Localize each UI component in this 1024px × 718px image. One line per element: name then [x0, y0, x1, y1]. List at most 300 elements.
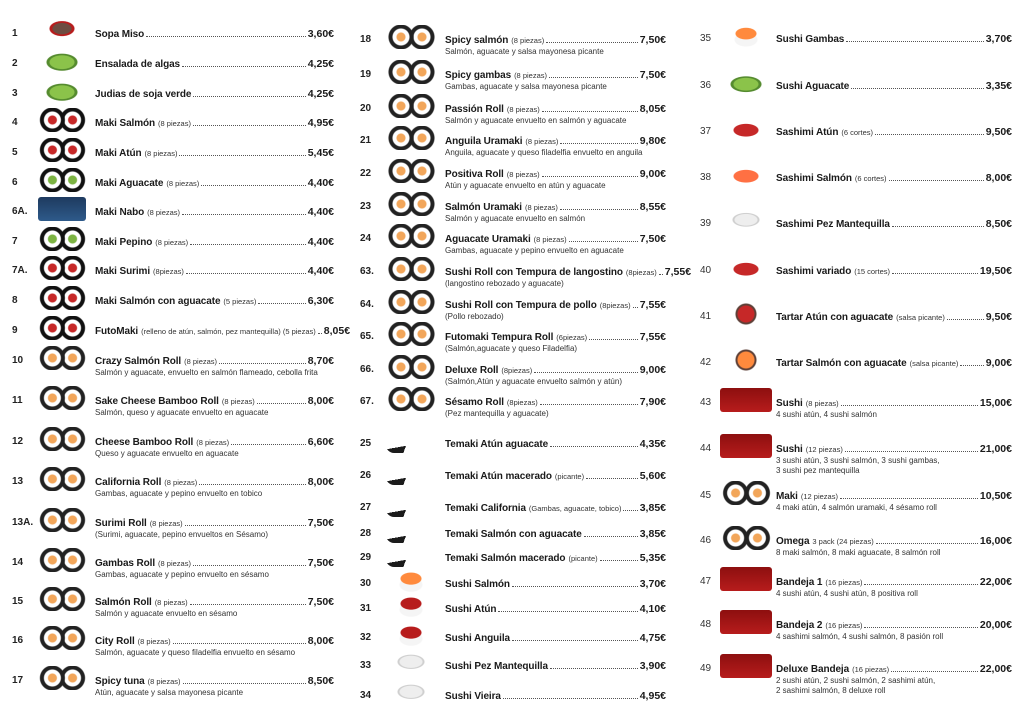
item-number: 67. — [360, 396, 374, 407]
omega-image — [720, 526, 772, 550]
item-price: 3,85€ — [639, 502, 666, 514]
item-number: 14 — [12, 557, 24, 568]
futomaki-tempura-roll-image — [386, 322, 436, 346]
dot-leader — [864, 584, 977, 585]
item-portion-note: (8 piezas) — [137, 637, 171, 646]
dot-leader — [185, 525, 306, 526]
item-description: Gambas, aguacate y salsa mayonesa picante — [445, 82, 607, 91]
item-description: (Salmón,Atún y aguacate envuelto salmón y atún) — [445, 377, 622, 386]
item-name: Maki Salmón con aguacate — [95, 296, 221, 307]
item-name: Crazy Salmón Roll — [95, 356, 182, 367]
dot-leader — [569, 241, 638, 242]
dot-leader — [623, 510, 637, 511]
item-number: 3 — [12, 88, 18, 99]
futomaki-image — [38, 316, 86, 340]
item-name: Judias de soja verde — [95, 89, 192, 100]
sushi-gambas-image — [720, 24, 772, 48]
dot-leader — [889, 180, 984, 181]
maki-pepino-image — [38, 227, 86, 251]
item-price: 4,95€ — [639, 690, 666, 702]
dot-leader — [190, 604, 306, 605]
item-number: 9 — [12, 325, 18, 336]
dot-leader — [584, 536, 638, 537]
item-name: Sushi — [776, 444, 803, 455]
maki-aguacate-image — [38, 168, 86, 192]
dot-leader — [146, 36, 306, 37]
dot-leader — [219, 363, 306, 364]
item-name: Maki Atún — [95, 148, 142, 159]
dot-leader — [875, 134, 984, 135]
edamame-image — [38, 79, 86, 103]
item-price: 8,55€ — [639, 201, 666, 213]
item-name: Sopa Miso — [95, 29, 145, 40]
item-portion-note: (8 piezas) — [158, 119, 191, 128]
item-number: 42 — [700, 357, 712, 368]
item-number: 24 — [360, 233, 372, 244]
item-price: 3,90€ — [639, 660, 666, 672]
dot-leader — [199, 484, 305, 485]
dot-leader — [186, 273, 306, 274]
item-portion-note: (8 piezas) — [155, 238, 189, 247]
item-price: 7,55€ — [664, 266, 692, 278]
sashimi-pez-mantequilla-image — [720, 209, 772, 233]
dot-leader — [179, 155, 305, 156]
item-name: Tartar Atún con aguacate — [776, 312, 894, 323]
item-number: 39 — [700, 218, 712, 229]
surimi-roll-image — [38, 508, 86, 532]
item-name: Positiva Roll — [445, 169, 504, 180]
item-portion-note: (picante) — [554, 472, 585, 481]
item-number: 15 — [12, 596, 24, 607]
item-number: 13 — [12, 476, 24, 487]
item-price: 7,90€ — [639, 396, 666, 408]
item-description: Atún, aguacate y salsa mayonesa picante — [95, 688, 244, 697]
item-name: Spicy tuna — [95, 676, 145, 687]
spicy-gambas-image — [386, 60, 436, 84]
item-number: 64. — [360, 299, 374, 310]
item-price: 9,00€ — [639, 364, 666, 376]
item-name: Sashimi Pez Mantequilla — [776, 219, 890, 230]
item-portion-note: (8 piezas) — [525, 137, 559, 146]
item-portion-note: (16 piezas) — [825, 621, 863, 630]
item-number: 43 — [700, 397, 712, 408]
dot-leader — [846, 41, 983, 42]
item-name: Sushi Pez Mantequilla — [445, 661, 548, 672]
dot-leader — [546, 42, 638, 43]
item-number: 40 — [700, 265, 712, 276]
item-price: 5,35€ — [639, 552, 666, 564]
gambas-roll-image — [38, 548, 86, 572]
item-name: Salmón Roll — [95, 597, 152, 608]
item-description: (Pollo rebozado) — [445, 312, 504, 321]
item-description: Atún y aguacate envuelto en atún y aguacate — [445, 181, 606, 190]
item-name: City Roll — [95, 636, 135, 647]
item-number: 34 — [360, 690, 372, 701]
item-name: Spicy salmón — [445, 35, 509, 46]
item-price: 7,50€ — [307, 557, 334, 569]
maki-surimi-image — [38, 256, 86, 280]
item-portion-note: (Gambas, aguacate, tobico) — [528, 504, 622, 513]
item-name: Temaki California — [445, 503, 526, 514]
seaweed-salad-image — [38, 49, 86, 73]
item-price: 9,50€ — [985, 311, 1012, 323]
item-description: 4 sushi atún, 4 sushi salmón — [776, 410, 877, 419]
sashimi-salmon-image — [720, 163, 772, 187]
miso-soup-image — [38, 19, 86, 43]
item-portion-note: (12 piezas) — [800, 492, 838, 501]
item-price: 16,00€ — [979, 535, 1012, 547]
item-number: 29 — [360, 552, 372, 563]
item-price: 6,60€ — [307, 436, 334, 448]
item-price: 5,60€ — [639, 470, 666, 482]
item-portion-note: (8 piezas) — [149, 519, 183, 528]
dot-leader — [892, 226, 984, 227]
item-portion-note: (6 cortes) — [841, 128, 874, 137]
item-name: Ensalada de algas — [95, 59, 181, 70]
item-name: Sashimi variado — [776, 266, 852, 277]
item-number: 2 — [12, 58, 18, 69]
item-name: Bandeja 2 — [776, 620, 823, 631]
item-name: Salmón Uramaki — [445, 202, 522, 213]
item-portion-note: 3 pack (24 piezas) — [812, 537, 874, 546]
item-price: 4,25€ — [307, 88, 334, 100]
item-number: 16 — [12, 635, 24, 646]
dot-leader — [633, 307, 638, 308]
item-description: Salmón y aguacate, envuelto en salmón flameado, cebolla frita — [95, 368, 318, 377]
dot-leader — [840, 498, 978, 499]
dot-leader — [960, 365, 983, 366]
dot-leader — [231, 444, 306, 445]
item-price: 8,70€ — [307, 355, 334, 367]
dot-leader — [540, 404, 638, 405]
item-name: Maki Salmón — [95, 118, 156, 129]
item-portion-note: (salsa picante) — [896, 313, 945, 322]
item-name: Passión Roll — [445, 104, 504, 115]
item-number: 8 — [12, 295, 18, 306]
item-name: Temaki Atún macerado — [445, 471, 552, 482]
dot-leader — [864, 627, 977, 628]
item-number: 47 — [700, 576, 712, 587]
crazy-salmon-roll-image — [38, 346, 86, 370]
item-description: Gambas, aguacate y pepino envuelto en tobico — [95, 489, 263, 498]
item-name: Maki Nabo — [95, 207, 145, 218]
item-price: 9,00€ — [985, 357, 1012, 369]
dot-leader — [659, 274, 663, 275]
item-number: 46 — [700, 535, 712, 546]
item-price: 8,50€ — [985, 218, 1012, 230]
bandeja-1-image — [720, 567, 772, 591]
item-price: 4,75€ — [639, 632, 666, 644]
dot-leader — [183, 683, 306, 684]
item-number: 44 — [700, 443, 712, 454]
item-description: 3 sushi atún, 3 sushi salmón, 3 sushi gambas, — [776, 456, 940, 465]
item-name: Maki — [776, 491, 798, 502]
anguila-uramaki-image — [386, 126, 436, 150]
item-price: 3,70€ — [985, 33, 1012, 45]
sushi-vieira-image — [386, 681, 436, 705]
dot-leader — [542, 111, 638, 112]
item-portion-note: (8piezas) — [599, 301, 631, 310]
sushi-salmon-image — [386, 569, 436, 593]
item-number: 66. — [360, 364, 374, 375]
dot-leader — [193, 96, 305, 97]
item-portion-note: (12 piezas) — [805, 445, 843, 454]
item-price: 10,50€ — [979, 490, 1012, 502]
temaki-atun-macerado-image — [386, 461, 436, 485]
dot-leader — [891, 671, 978, 672]
item-name: Sushi — [776, 398, 803, 409]
tempura-pollo-roll-image — [386, 290, 436, 314]
item-price: 4,40€ — [307, 236, 334, 248]
item-price: 8,05€ — [323, 325, 351, 337]
spicy-tuna-image — [38, 666, 86, 690]
item-description: 4 sashimi salmón, 4 sushi salmón, 8 pasión roll — [776, 632, 944, 641]
item-description: (Salmón,aguacate y queso Filadelfia) — [445, 344, 578, 353]
item-number: 36 — [700, 80, 712, 91]
dot-leader — [892, 273, 978, 274]
item-portion-note: (6 cortes) — [854, 174, 887, 183]
city-roll-image — [38, 626, 86, 650]
item-price: 3,60€ — [307, 28, 334, 40]
temaki-salmon-aguacate-image — [386, 519, 436, 543]
item-portion-note: (8 piezas) — [524, 203, 558, 212]
item-name: Maki Pepino — [95, 237, 153, 248]
temaki-atun-aguacate-image — [386, 429, 436, 453]
item-number: 35 — [700, 33, 712, 44]
item-description: Salmón, aguacate y queso filadelfia envuelto en sésamo — [95, 648, 296, 657]
item-price: 8,00€ — [307, 635, 334, 647]
item-name: Anguila Uramaki — [445, 136, 523, 147]
dot-leader — [193, 125, 306, 126]
item-price: 7,50€ — [639, 34, 666, 46]
item-portion-note: (8 piezas) — [147, 677, 181, 686]
item-portion-note: (8piezas) — [506, 398, 538, 407]
item-name: Sushi Roll con Tempura de langostino — [445, 267, 623, 278]
dot-leader — [182, 66, 306, 67]
item-portion-note: (8 piezas) — [196, 438, 230, 447]
item-portion-note: (8 piezas) — [154, 598, 188, 607]
item-number: 28 — [360, 528, 372, 539]
dot-leader — [841, 405, 978, 406]
item-number: 4 — [12, 117, 18, 128]
sushi-pez-mantequilla-image — [386, 651, 436, 675]
sashimi-atun-image — [720, 117, 772, 141]
sake-cheese-bamboo-roll-image — [38, 386, 86, 410]
dot-leader — [560, 209, 638, 210]
item-number: 13A. — [12, 517, 34, 528]
item-price: 9,50€ — [985, 126, 1012, 138]
sashimi-variado-image — [720, 256, 772, 280]
item-price: 8,00€ — [307, 476, 334, 488]
dot-leader — [503, 698, 638, 699]
sushi-8-image — [720, 388, 772, 412]
item-number: 26 — [360, 470, 372, 481]
bandeja-2-image — [720, 610, 772, 634]
item-description: 4 sushi atún, 4 sushi atún, 8 positiva roll — [776, 589, 918, 598]
item-description: Gambas, aguacate y pepino envuelto en sésamo — [95, 570, 269, 579]
item-number: 65. — [360, 331, 374, 342]
dot-leader — [947, 319, 984, 320]
sushi-anguila-image — [386, 623, 436, 647]
item-number: 37 — [700, 126, 712, 137]
item-price: 4,10€ — [639, 603, 666, 615]
maki-nabo-image — [38, 197, 86, 221]
item-portion-note: (8 piezas) — [533, 235, 567, 244]
dot-leader — [258, 303, 305, 304]
item-name: California Roll — [95, 477, 162, 488]
item-number: 63. — [360, 266, 374, 277]
dot-leader — [549, 77, 638, 78]
item-number: 5 — [12, 147, 18, 158]
item-name: Temaki Salmón macerado — [445, 553, 566, 564]
deluxe-bandeja-image — [720, 654, 772, 678]
california-roll-image — [38, 467, 86, 491]
dot-leader — [560, 143, 637, 144]
sushi-12-image — [720, 434, 772, 458]
item-price: 4,40€ — [307, 265, 334, 277]
item-portion-note: (8 piezas) — [514, 71, 547, 80]
item-description: Anguila, aguacate y queso filadelfia envuelto en anguila — [445, 148, 643, 157]
dot-leader — [498, 611, 637, 612]
item-name: Sushi Salmón — [445, 579, 510, 590]
item-name: Cheese Bamboo Roll — [95, 437, 194, 448]
item-price: 7,50€ — [639, 69, 666, 81]
item-description: Salmón y aguacate envuelto en sésamo — [95, 609, 238, 618]
item-number: 6A. — [12, 206, 28, 217]
item-price: 4,40€ — [307, 206, 334, 218]
dot-leader — [534, 372, 638, 373]
deluxe-roll-image — [386, 355, 436, 379]
item-portion-note: (8 piezas) — [506, 170, 540, 179]
item-price: 8,05€ — [639, 103, 666, 115]
item-name: Sushi Anguila — [445, 633, 510, 644]
salmon-roll-image — [38, 587, 86, 611]
item-portion-note: (8 piezas) — [147, 208, 181, 217]
item-portion-note: (8 piezas) — [506, 105, 540, 114]
item-portion-note: (8piezas) — [625, 268, 657, 277]
item-price: 9,80€ — [639, 135, 666, 147]
item-name: Omega — [776, 536, 810, 547]
item-price: 7,50€ — [307, 517, 334, 529]
item-portion-note: (8 piezas) — [144, 149, 178, 158]
item-price: 8,50€ — [307, 675, 334, 687]
salmon-uramaki-image — [386, 192, 436, 216]
dot-leader — [550, 668, 638, 669]
item-number: 48 — [700, 619, 712, 630]
item-price: 3,70€ — [639, 578, 666, 590]
sushi-aguacate-image — [720, 71, 772, 95]
item-name: Sésamo Roll — [445, 397, 504, 408]
item-portion-note: (8piezas) — [501, 366, 533, 375]
sesamo-roll-image — [386, 387, 436, 411]
item-portion-note: (15 cortes) — [854, 267, 891, 276]
item-number: 20 — [360, 103, 372, 114]
dot-leader — [182, 214, 306, 215]
item-portion-note: (8 piezas) — [166, 179, 200, 188]
item-price: 6,30€ — [307, 295, 334, 307]
item-description: Salmón, aguacate y salsa mayonesa picante — [445, 47, 604, 56]
item-name: Temaki Salmón con aguacate — [445, 529, 582, 540]
tartar-atun-image — [720, 302, 772, 326]
dot-leader — [845, 451, 978, 452]
item-price: 8,00€ — [985, 172, 1012, 184]
item-portion-note: (8 piezas) — [221, 397, 255, 406]
sushi-atun-image — [386, 594, 436, 618]
item-price: 8,00€ — [307, 395, 334, 407]
item-description: (Surimi, aguacate, pepino envueltos en Sésamo) — [95, 530, 268, 539]
item-price: 20,00€ — [979, 619, 1012, 631]
item-name: Sashimi Salmón — [776, 173, 852, 184]
dot-leader — [318, 333, 322, 334]
aguacate-uramaki-image — [386, 224, 436, 248]
dot-leader — [190, 244, 306, 245]
item-portion-note: (8 piezas) — [805, 399, 839, 408]
item-description: (langostino rebozado y aguacate) — [445, 279, 564, 288]
item-price: 22,00€ — [979, 663, 1012, 675]
dot-leader — [512, 586, 638, 587]
item-price: 3,85€ — [639, 528, 666, 540]
item-name: Spicy gambas — [445, 70, 512, 81]
item-portion-note: (5 piezas) — [223, 297, 257, 306]
item-name: Sushi Vieira — [445, 691, 501, 702]
item-description: Gambas, aguacate y pepino envuelto en aguacate — [445, 246, 624, 255]
temaki-california-image — [386, 493, 436, 517]
item-name: Gambas Roll — [95, 558, 156, 569]
item-name: Bandeja 1 — [776, 577, 823, 588]
item-price: 7,55€ — [639, 331, 666, 343]
item-name: Futomaki Tempura Roll — [445, 332, 554, 343]
maki-salmon-image — [38, 108, 86, 132]
item-name: FutoMaki — [95, 326, 139, 337]
dot-leader — [600, 560, 638, 561]
tartar-salmon-image — [720, 348, 772, 372]
item-price: 4,95€ — [307, 117, 334, 129]
item-number: 10 — [12, 355, 24, 366]
item-description: Queso y aguacate envuelto en aguacate — [95, 449, 239, 458]
item-price: 19,50€ — [979, 265, 1012, 277]
item-name: Sushi Aguacate — [776, 81, 850, 92]
item-number: 6 — [12, 177, 18, 188]
item-number: 19 — [360, 69, 372, 80]
item-number: 22 — [360, 168, 372, 179]
passion-roll-image — [386, 94, 436, 118]
item-name: Maki Aguacate — [95, 178, 164, 189]
item-name: Temaki Atún aguacate — [445, 439, 549, 450]
maki-12-image — [720, 481, 772, 505]
item-price: 3,35€ — [985, 80, 1012, 92]
item-number: 12 — [12, 436, 24, 447]
dot-leader — [193, 565, 306, 566]
item-name: Sushi Roll con Tempura de pollo — [445, 300, 597, 311]
dot-leader — [586, 478, 638, 479]
item-portion-note: (8 piezas) — [184, 357, 218, 366]
item-name: Aguacate Uramaki — [445, 234, 531, 245]
item-description: (Pez mantequilla y aguacate) — [445, 409, 549, 418]
item-price: 21,00€ — [979, 443, 1012, 455]
item-price: 7,50€ — [307, 596, 334, 608]
spicy-salmon-image — [386, 25, 436, 49]
item-number: 11 — [12, 395, 23, 406]
item-price: 22,00€ — [979, 576, 1012, 588]
item-description: 4 maki atún, 4 salmón uramaki, 4 sésamo roll — [776, 503, 937, 512]
dot-leader — [876, 543, 978, 544]
item-name: Sake Cheese Bamboo Roll — [95, 396, 219, 407]
item-number: 30 — [360, 578, 372, 589]
item-number: 38 — [700, 172, 712, 183]
item-portion-note: (6piezas) — [556, 333, 588, 342]
item-price: 7,50€ — [639, 233, 666, 245]
dot-leader — [257, 403, 306, 404]
